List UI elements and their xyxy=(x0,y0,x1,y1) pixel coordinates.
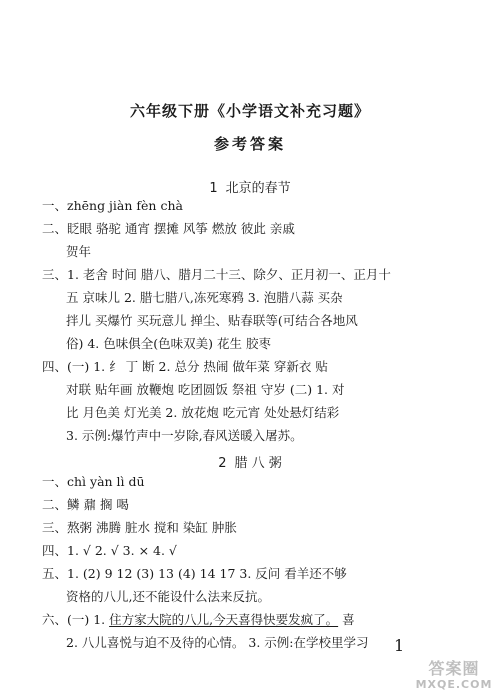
answer-line: 俗) 4. 色味俱全(色味双美) 花生 胶枣 xyxy=(66,336,271,351)
answer-line: 3. 示例:爆竹声中一岁除,春风送暖入屠苏。 xyxy=(66,428,303,443)
answer-line: 贺年 xyxy=(66,244,92,259)
watermark-logo xyxy=(412,660,496,698)
answer-line: 三、1. 老舍 时间 腊八、腊月二十三、除夕、正月初一、正月十 xyxy=(42,267,391,282)
answer-line: 四、(一) 1. 纟 丁 断 2. 总分 热闹 做年菜 穿新衣 贴 xyxy=(42,359,328,374)
section-title: 腊 八 粥 xyxy=(234,456,282,471)
answer-line: 二、鳞 鼐 搁 喝 xyxy=(42,497,129,512)
answer-line: 2. 八儿喜悦与迫不及待的心情。 3. 示例:在学校里学习 xyxy=(66,635,369,650)
watermark-top-text: 答案圈 xyxy=(428,659,480,678)
answer-line: 五 京味儿 2. 腊七腊八,冻死寒鸦 3. 泡腊八蒜 买杂 xyxy=(66,290,343,305)
answer-line: 三、熬粥 沸腾 脏水 搅和 染缸 肿胀 xyxy=(42,520,237,535)
answer-line: 一、zhēng jiàn fèn chà xyxy=(42,198,183,213)
answer-line: 五、1. (2) 9 12 (3) 13 (4) 14 17 3. 反问 看羊还不够 xyxy=(42,566,347,581)
watermark-bottom-text: MXQE.COM xyxy=(415,678,493,691)
page-number: 1 xyxy=(394,636,405,655)
page-subtitle: 参考答案 xyxy=(213,135,286,153)
answer-line: 四、1. √ 2. √ 3. × 4. √ xyxy=(42,543,177,558)
answer-line: 二、眨眼 骆驼 通宵 摆摊 风筝 燃放 彼此 亲戚 xyxy=(42,221,295,236)
answer-line: 拌儿 买爆竹 买玩意儿 掸尘、贴春联等(可结合各地风 xyxy=(66,313,358,328)
underlined-sentence: 住方家大院的八儿,今天喜得快要发疯了。 xyxy=(109,612,339,627)
answer-line: 一、chì yàn lì dū xyxy=(42,474,145,489)
answer-line: 资格的八儿,还不能设什么法来反抗。 xyxy=(66,589,270,604)
answer-line: 比 月色美 灯光美 2. 放花炮 吃元宵 处处悬灯结彩 xyxy=(66,405,340,420)
answer-line xyxy=(42,611,438,629)
section-number: 2 xyxy=(218,456,227,471)
section-title: 北京的春节 xyxy=(225,181,291,196)
section-heading-1 xyxy=(0,177,500,196)
section-heading-2 xyxy=(0,452,500,471)
page-title: 六年级下册《小学语文补充习题》 xyxy=(129,102,370,120)
answer-suffix: 喜 xyxy=(338,612,355,627)
answer-line: 对联 贴年画 放鞭炮 吃团圆饭 祭祖 守岁 (二) 1. 对 xyxy=(66,382,345,397)
answer-prefix: 六、(一) 1. xyxy=(42,612,110,627)
section-number: 1 xyxy=(209,181,218,196)
